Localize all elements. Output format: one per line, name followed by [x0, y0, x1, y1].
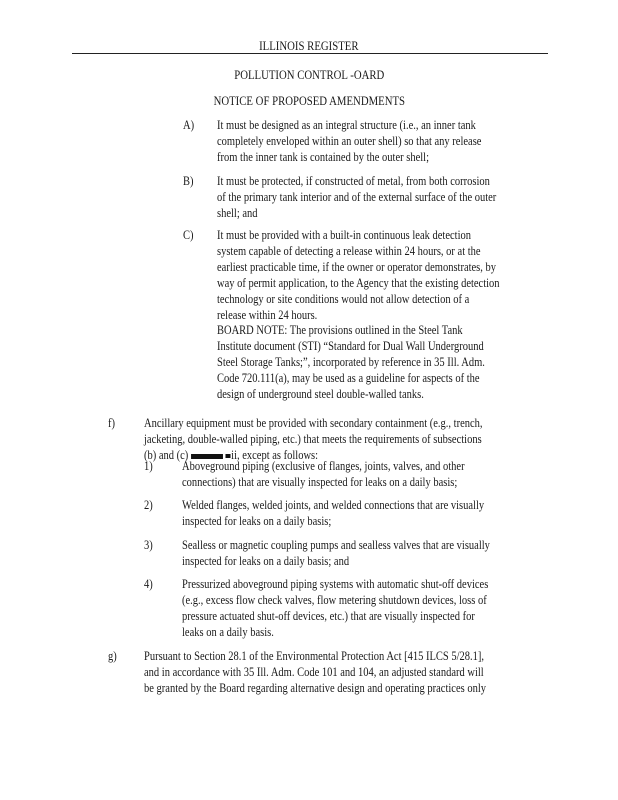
paragraph-g-line: and in accordance with 35 Ill. Adm. Code 101 and 104, an adjusted standard will — [144, 665, 484, 679]
subitem-4-line: leaks on a daily basis. — [182, 625, 274, 639]
board-note-line: Code 720.111(a), may be used as a guideline for aspects of the — [217, 371, 480, 385]
subitem-3-line: Sealless or magnetic coupling pumps and sealless valves that are visually — [182, 538, 490, 552]
agency-title-text: POLLUTION CONTROL -OARD — [233, 68, 385, 82]
item-c-line: release within 24 hours. — [217, 308, 318, 322]
subitem-2-line: inspected for leaks on a daily basis; — [182, 514, 332, 528]
item-a-line: from the inner tank is contained by the outer shell; — [217, 150, 429, 164]
subitem-2-label: 2) — [144, 498, 153, 512]
subitem-1-label: 1) — [144, 459, 153, 473]
subitem-4-label: 4) — [144, 577, 153, 591]
item-a-line: completely enveloped within an outer shell) so that any release — [217, 134, 482, 148]
item-b-label: B) — [183, 174, 194, 188]
redaction-mark — [225, 454, 230, 458]
paragraph-f-last-line — [144, 447, 318, 463]
redaction-mark — [191, 454, 223, 459]
board-note-line: Institute document (STI) “Standard for Dual Wall Underground — [217, 339, 484, 353]
agency-title — [0, 67, 618, 83]
subitem-4-line: pressure actuated shut-off devices, etc.) that are visually inspected for — [182, 609, 475, 623]
item-b-line: It must be protected, if constructed of metal, from both corrosion — [217, 174, 490, 188]
notice-title — [0, 93, 618, 109]
paragraph-g-label: g) — [108, 649, 117, 663]
subitem-1-line: Aboveground piping (exclusive of flanges, joints, valves, and other — [182, 459, 465, 473]
register-title — [0, 38, 618, 54]
item-c-line: system capable of detecting a release within 24 hours, or at the — [217, 244, 481, 258]
item-a-line: It must be designed as an integral structure (i.e., an inner tank — [217, 118, 476, 132]
subitem-1-line: connections) that are visually inspected for leaks on a daily basis; — [182, 475, 458, 489]
notice-title-text: NOTICE OF PROPOSED AMENDMENTS — [213, 94, 405, 108]
paragraph-f-label: f) — [108, 416, 115, 430]
subitem-3-line: inspected for leaks on a daily basis; and — [182, 554, 350, 568]
item-c-label: C) — [183, 228, 194, 242]
item-c-line: technology or site conditions would not allow detection of a — [217, 292, 470, 306]
item-b-line: of the primary tank interior and of the external surface of the outer — [217, 190, 497, 204]
item-b-line: shell; and — [217, 206, 258, 220]
subitem-4-line: Pressurized aboveground piping systems with automatic shut-off devices — [182, 577, 489, 591]
item-c-line: It must be provided with a built-in continuous leak detection — [217, 228, 471, 242]
item-c-line: way of permit application, to the Agency that the existing detection — [217, 276, 500, 290]
paragraph-f-line: Ancillary equipment must be provided with secondary containment (e.g., trench, — [144, 416, 483, 430]
item-a-label: A) — [183, 118, 195, 132]
board-note-line: BOARD NOTE: The provisions outlined in the Steel Tank — [217, 323, 463, 337]
header-rule — [72, 53, 548, 54]
board-note-line: Steel Storage Tanks;”, incorporated by reference in 35 Ill. Adm. — [217, 355, 485, 369]
paragraph-g-line: be granted by the Board regarding alternative design and operating practices only — [144, 681, 487, 695]
paragraph-f-line: jacketing, double-walled piping, etc.) that meets the requirements of subsections — [144, 432, 482, 446]
register-title-text: ILLINOIS REGISTER — [259, 39, 359, 53]
subitem-3-label: 3) — [144, 538, 153, 552]
item-c-line: earliest practicable time, if the owner or operator demonstrates, by — [217, 260, 497, 274]
text: ii, except as follows: — [231, 448, 319, 462]
board-note-line: design of underground steel double-walled tanks. — [217, 387, 424, 401]
subitem-4-line: (e.g., excess flow check valves, flow metering shutdown devices, loss of — [182, 593, 487, 607]
text: (b) and (c) — [144, 448, 189, 462]
paragraph-g-line: Pursuant to Section 28.1 of the Environmental Protection Act [415 ILCS 5/28.1], — [144, 649, 485, 663]
subitem-2-line: Welded flanges, welded joints, and welded connections that are visually — [182, 498, 485, 512]
